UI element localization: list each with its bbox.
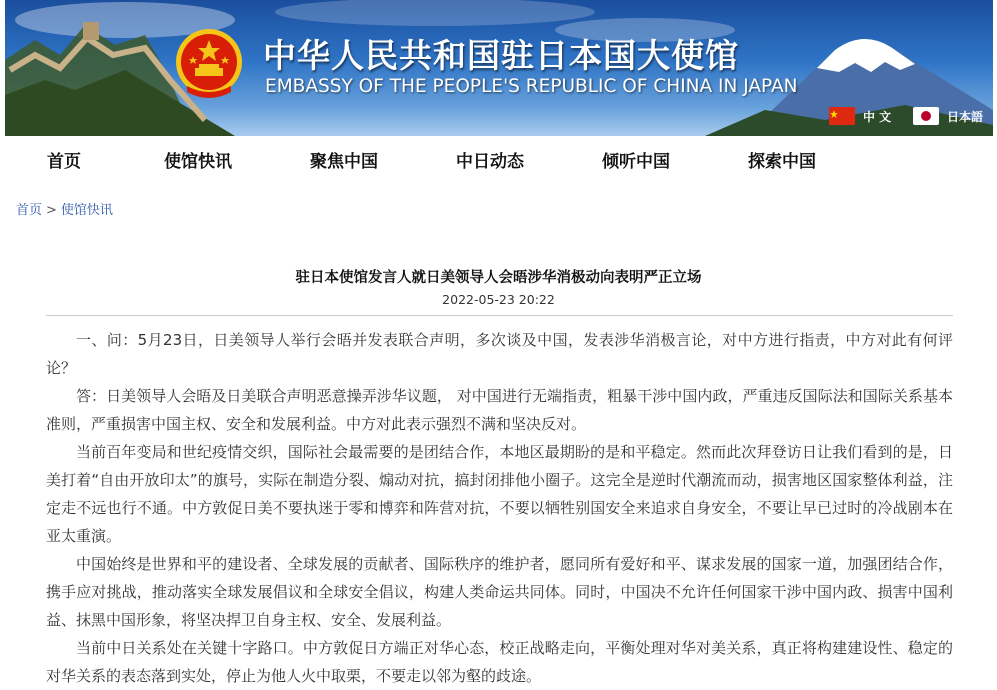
breadcrumb <box>16 199 113 218</box>
nav-item-explore-china[interactable]: 探索中国 <box>748 152 816 172</box>
nav-item-home[interactable]: 首页 <box>47 152 81 172</box>
article-body <box>46 326 953 690</box>
embassy-title-cn: 中华人民共和国驻日本国大使馆 <box>263 36 739 75</box>
japan-flag-icon <box>913 107 939 125</box>
main-nav <box>0 136 997 182</box>
article-paragraph: 中国始终是世界和平的建设者、全球发展的贡献者、国际秩序的维护者，愿同所有爱好和平、谋求发展的国家一道，加强团结合作，携手应对挑战，推动落实全球发展倡议和全球安全倡议，构建人类命运共同体。同时，中国决不允许任何国家干涉中国内政、损害中国利益、抹黑中国形象，将坚决捍卫自身主权、安全、发展利益。 <box>46 555 953 629</box>
article-date: 2022-05-23 20:22 <box>442 292 555 307</box>
nav-item-listen-china[interactable]: 倾听中国 <box>602 152 670 172</box>
title-divider <box>46 315 953 316</box>
breadcrumb-home-link[interactable]: 首页 <box>16 203 43 218</box>
national-emblem-icon <box>173 26 245 102</box>
article-title: 驻日本使馆发言人就日美领导人会晤涉华消极动向表明严正立场 <box>295 270 702 286</box>
nav-item-embassy-news[interactable]: 使馆快讯 <box>164 152 232 172</box>
breadcrumb-separator: > <box>46 203 57 218</box>
breadcrumb-current-link[interactable]: 使馆快讯 <box>60 203 113 218</box>
nav-item-focus-china[interactable]: 聚焦中国 <box>310 152 378 172</box>
nav-item-china-japan[interactable]: 中日动态 <box>456 152 524 172</box>
language-japanese-link[interactable] <box>913 107 983 125</box>
language-japanese-label: 日本語 <box>947 109 984 124</box>
article-paragraph: 当前中日关系处在关键十字路口。中方敦促日方端正对华心态，校正战略走向，平衡处理对华对美关系，真正将构建建设性、稳定的对华关系的表态落到实处，停止为他人火中取栗，不要走以邻为壑的歧途。 <box>46 639 953 685</box>
china-flag-icon <box>829 107 855 125</box>
article-paragraph: 当前百年变局和世纪疫情交织，国际社会最需要的是团结合作，本地区最期盼的是和平稳定。然而此次拜登访日让我们看到的是，日美打着“自由开放印太”的旗号，实际在制造分裂、煽动对抗，搞封闭排他小圈子。这完全是逆时代潮流而动，损害地区国家整体利益，注定走不远也行不通。中方敦促日美不要执迷于零和博弈和阵营对抗，不要以牺牲别国安全来追求自身安全，不要让早已过时的冷战剧本在亚太重演。 <box>46 443 953 545</box>
embassy-title-en: EMBASSY OF THE PEOPLE'S REPUBLIC OF CHINA IN JAPAN <box>265 76 798 97</box>
language-chinese-label: 中 文 <box>863 109 892 124</box>
article-paragraph: 答：日美领导人会晤及日美联合声明恶意操弄涉华议题， 对中国进行无端指责，粗暴干涉中国内政，严重违反国际法和国际关系基本准则，严重损害中国主权、安全和发展利益。中方对此表示强烈不满和坚决反对。 <box>46 387 953 433</box>
header-banner <box>5 0 993 136</box>
language-chinese-link[interactable] <box>829 107 891 125</box>
article-paragraph: 一、问：5月23日，日美领导人举行会晤并发表联合声明，多次谈及中国，发表涉华消极言论，对中方进行指责，中方对此有何评论？ <box>46 331 953 377</box>
